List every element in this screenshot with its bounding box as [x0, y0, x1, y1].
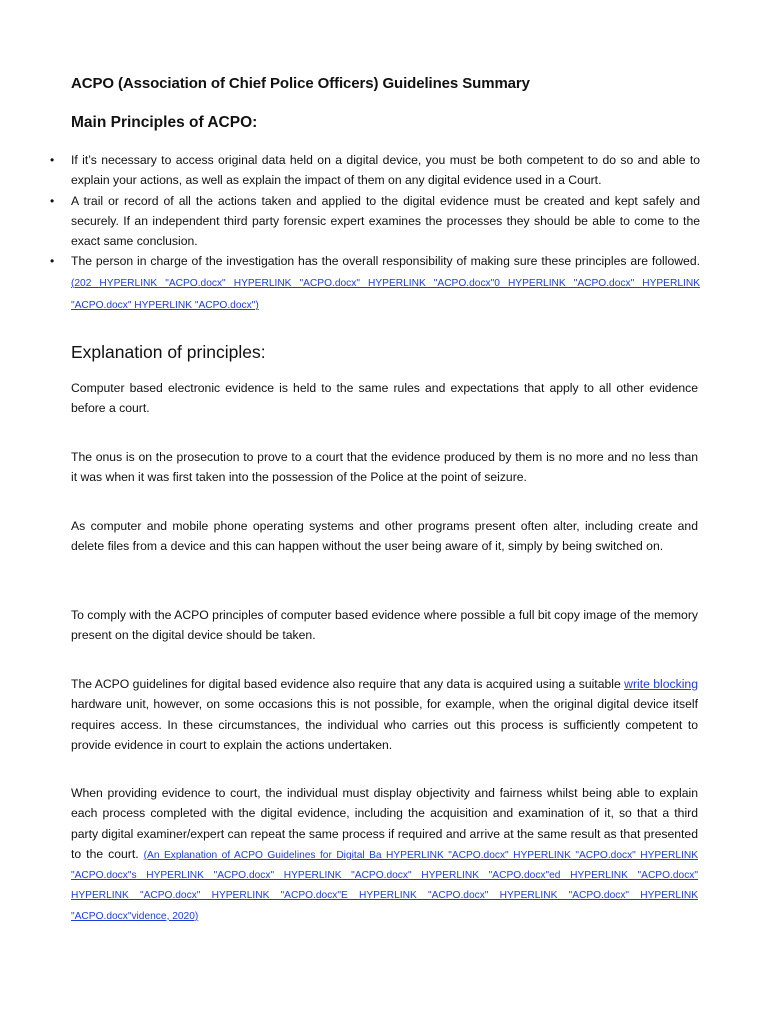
principle-item [50, 150, 700, 191]
principle-item [50, 191, 700, 252]
principles-list [50, 150, 700, 316]
bullet-icon: • [50, 193, 55, 208]
bullet-icon: • [50, 153, 55, 167]
paragraph-text: The ACPO guidelines for digital based evidence also require that any data is acquired using a suitable [71, 677, 625, 691]
paragraph-rules: Computer based electronic evidence is held to the same rules and expectations that apply to all other evidence before a court. [71, 381, 698, 416]
main-principles-heading: Main Principles of ACPO: [71, 114, 258, 131]
bullet-icon: • [50, 254, 55, 269]
write-blocking-link[interactable]: write blocking [624, 677, 698, 691]
paragraph-objectivity [71, 783, 698, 925]
paragraph-onus: The onus is on the prosecution to prove to a court that the evidence produced by them is no more and no less than it was when it was first taken into the possession of the Police at the point of seizure. [71, 450, 698, 485]
paragraph-text: hardware unit, however, on some occasions this is not possible, for example, when the original digital device itself requires access. In these circumstances, the individual who carries out this process is sufficiently competent to provide evidence in court to explain the actions undertaken. [71, 697, 698, 752]
principle-text: If it’s necessary to access original data held on a digital device, you must be both competent to do so and able to explain your actions, as well as explain the impact of them on any digital evidence used in a Court. [71, 153, 700, 188]
paragraph-bit-copy: To comply with the ACPO principles of computer based evidence where possible a full bit copy image of the memory present on the digital device should be taken. [71, 608, 698, 643]
document-title: ACPO (Association of Chief Police Officers) Guidelines Summary [71, 75, 530, 92]
paragraph-operating-systems: As computer and mobile phone operating systems and other programs present often alter, including create and delete files from a device and this can happen without the user being aware of it, simply by being switched on. [71, 519, 698, 554]
paragraph-text: When providing evidence to court, the individual must display objectivity and fairness whilst being able to explain each process completed with the digital evidence, including the acquisition and examination of it, so that a third party digital examiner/expert can repeat the same process if required and arrive at the same result as that presented to the court. [71, 786, 698, 861]
principle-citation-link[interactable]: (202 HYPERLINK "ACPO.docx" HYPERLINK "ACPO.docx" HYPERLINK "ACPO.docx"0 HYPERLINK "ACPO.docx" HYPERLINK "ACPO.docx" HYPERLINK "ACPO.docx") [71, 277, 700, 312]
principle-item [50, 251, 700, 316]
principle-text: The person in charge of the investigation has the overall responsibility of making sure these principles are followed. [71, 254, 700, 269]
objectivity-citation-link[interactable]: (An Explanation of ACPO Guidelines for Digital Ba HYPERLINK "ACPO.docx" HYPERLINK "ACPO.docx" HYPERLINK "ACPO.docx"s HYPERLINK "ACPO.docx" HYPERLINK "ACPO.docx" HYPERLINK "ACPO.docx"ed HYPERLINK "ACPO.docx" HYPERLINK "ACPO.docx" HYPERLINK "ACPO.docx"E HYPERLINK "ACPO.docx" HYPERLINK "ACPO.docx" HYPERLINK "ACPO.docx"vidence, 2020) [71, 849, 698, 922]
paragraph-write-blocking [71, 674, 698, 755]
explanation-heading: Explanation of principles: [71, 342, 266, 362]
principle-text: A trail or record of all the actions taken and applied to the digital evidence must be created and kept safely and securely. If an independent third party forensic expert examines the processes they should be able to come to the exact same conclusion. [71, 193, 700, 249]
